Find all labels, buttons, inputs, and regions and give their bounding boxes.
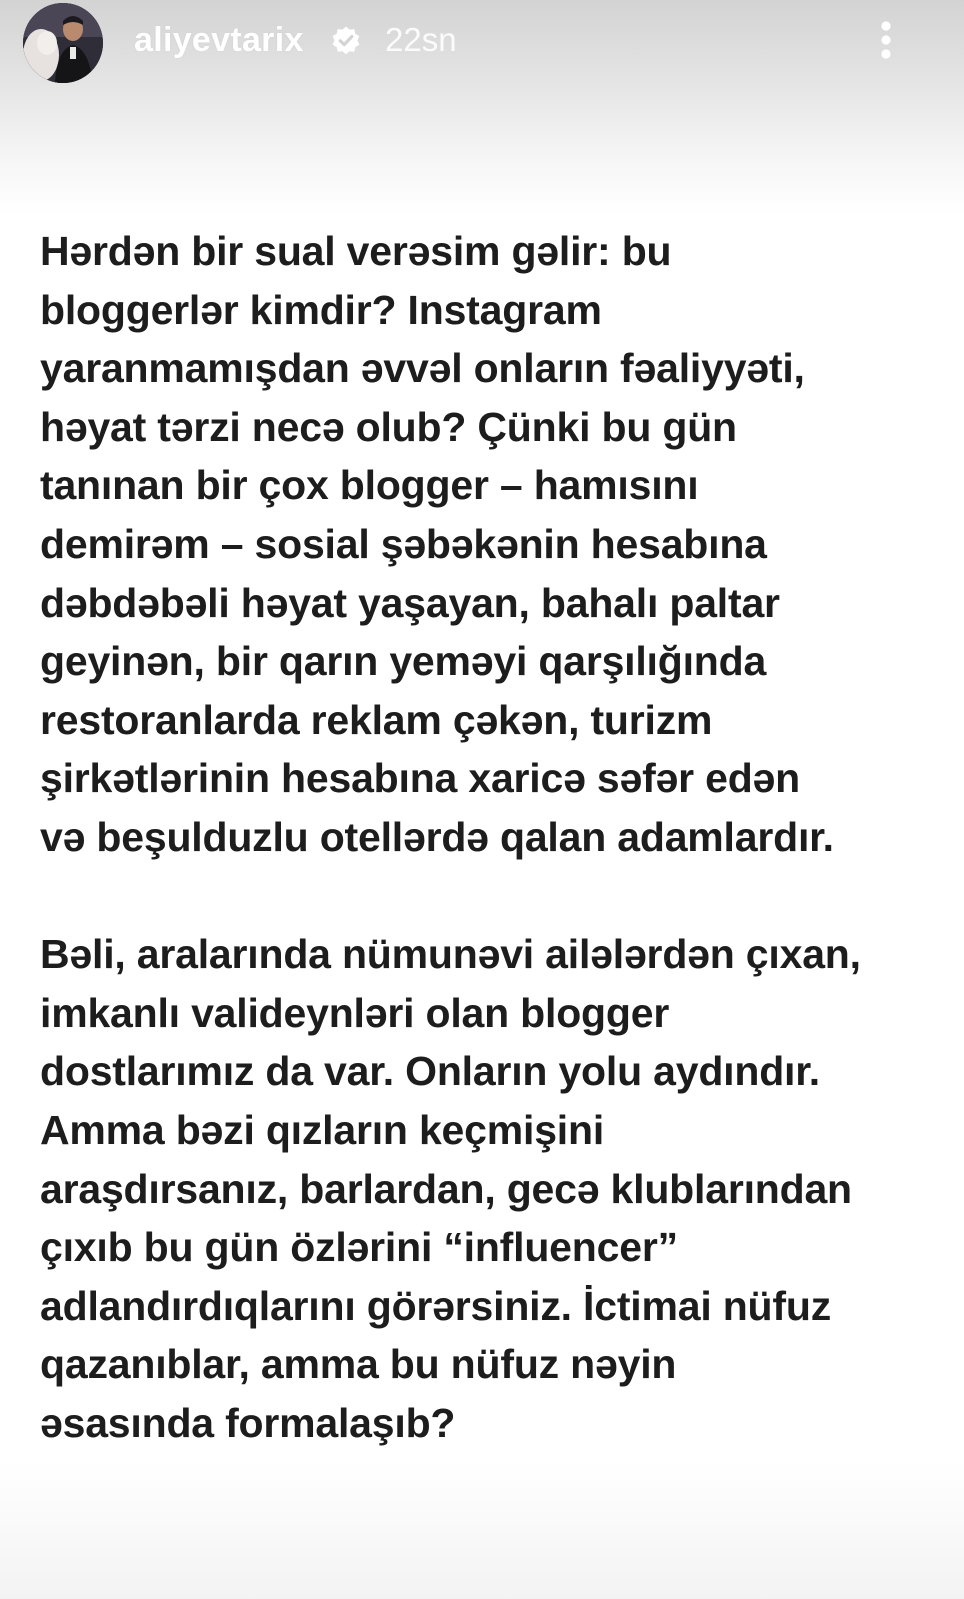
text-line: Amma bəzi qızların keçmişini [40,1106,605,1153]
text-line: geyinən, bir qarın yeməyi qarşılığında [40,638,767,685]
text-line: demirəm – sosial şəbəkənin hesabına [40,520,767,567]
text-line: Bəli, aralarında nümunəvi ailələrdən çıxan, [40,931,861,978]
paragraph-1 [40,222,940,867]
text-line: əsasında formalaşıb? [40,1399,456,1446]
username[interactable]: aliyevtarix [134,21,304,59]
paragraph-gap [40,867,940,926]
text-line: dəbdəbəli həyat yaşayan, bahalı paltar [40,579,780,626]
text-line: tanınan bir çox blogger – hamısını [40,462,699,509]
text-line: çıxıb bu gün özlərini “influencer” [40,1224,678,1271]
text-line: imkanlı valideynləri olan blogger [40,989,670,1036]
text-line: adlandırdıqlarını görərsiniz. İctimai nüfuz [40,1282,832,1329]
text-line: yaranmamışdan əvvəl onların fəaliyyəti, [40,345,805,392]
post-timestamp: 22sn [385,21,457,58]
avatar[interactable] [23,3,103,83]
verified-badge-icon [330,25,362,57]
text-line: Hərdən bir sual verəsim gəlir: bu [40,228,672,274]
text-line: qazanıblar, amma bu nüfuz nəyin [40,1341,677,1388]
avatar-image [23,3,103,83]
text-line: bloggerlər kimdir? Instagram [40,286,602,333]
text-line: dostlarımız da var. Onların yolu aydındır. [40,1048,820,1095]
text-line: restoranlarda reklam çəkən, turizm [40,696,713,743]
more-options-icon[interactable] [868,18,904,66]
text-line: şirkətlərinin hesabına xaricə səfər edən [40,755,800,802]
story-text-body [40,222,940,1452]
text-line: və beşulduzlu otellərdə qalan adamlardır. [40,813,834,860]
story-header [0,0,964,84]
text-line: araşdırsanız, barlardan, gecə klublarından [40,1165,852,1212]
text-line: həyat tərzi necə olub? Çünki bu gün [40,403,737,450]
paragraph-2 [40,925,940,1452]
